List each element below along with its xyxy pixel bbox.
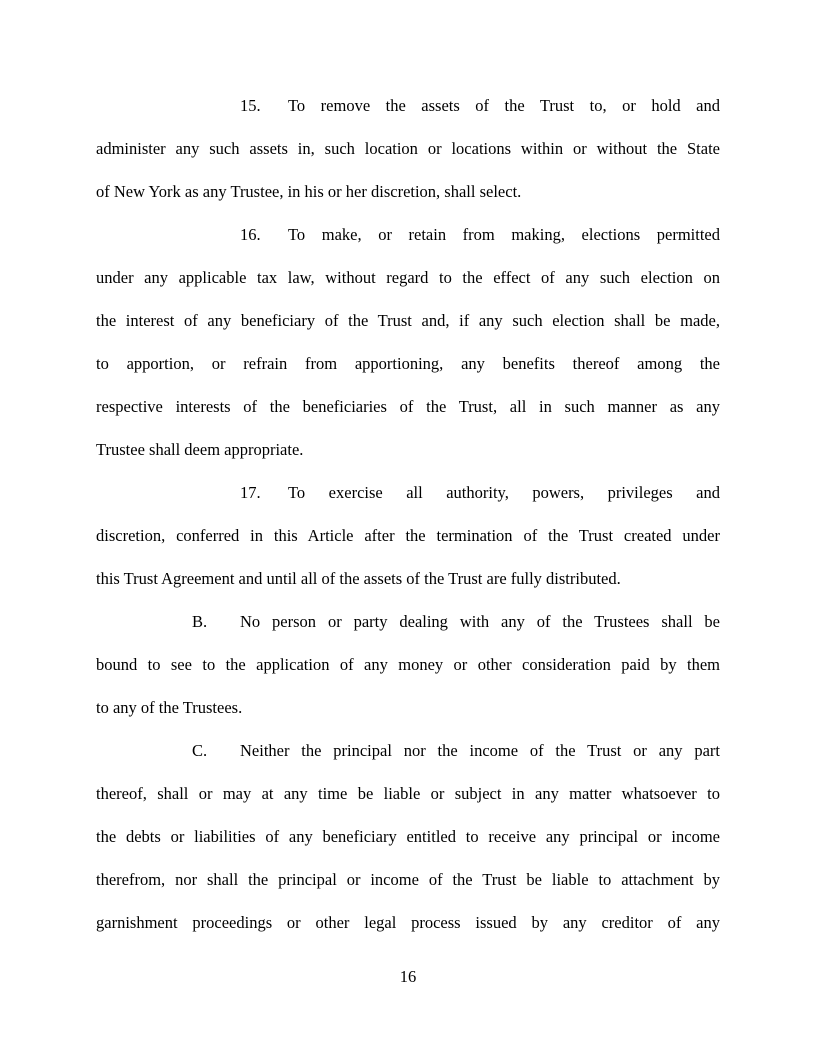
paragraph-15-number: 15.	[240, 96, 261, 115]
paragraph-17-number: 17.	[240, 483, 261, 502]
paragraph-b-line-1: B. No person or party dealing with any of the Trustees shall be	[192, 612, 720, 631]
paragraph-16-line-3: the interest of any beneficiary of the Trust and, if any such election shall be made,	[96, 311, 720, 330]
paragraph-15-line-2: administer any such assets in, such location or locations within or without the State	[96, 139, 720, 158]
paragraph-15-line-1: 15. To remove the assets of the Trust to, or hold and	[240, 96, 720, 115]
paragraph-17-line-3: this Trust Agreement and until all of the assets of the Trust are fully distributed.	[96, 569, 621, 588]
paragraph-c-letter: C.	[192, 741, 208, 760]
paragraph-c-line-1: C. Neither the principal nor the income of the Trust or any part	[192, 741, 720, 760]
document-page	[96, 0, 720, 1056]
paragraph-b-letter: B.	[192, 612, 208, 631]
paragraph-16-line-2: under any applicable tax law, without regard to the effect of any such election on	[96, 268, 720, 287]
paragraph-15-line-3: of New York as any Trustee, in his or her discretion, shall select.	[96, 182, 522, 201]
paragraph-16-number: 16.	[240, 225, 261, 244]
paragraph-16-line-4: to apportion, or refrain from apportioning, any benefits thereof among the	[96, 354, 720, 373]
paragraph-17-line-1: 17. To exercise all authority, powers, privileges and	[240, 483, 720, 502]
paragraph-17-line-2: discretion, conferred in this Article after the termination of the Trust created under	[96, 526, 720, 545]
paragraph-b-line-2: bound to see to the application of any money or other consideration paid by them	[96, 655, 720, 674]
paragraph-b-line-3: to any of the Trustees.	[96, 698, 243, 717]
paragraph-16-line-5: respective interests of the beneficiaries of the Trust, all in such manner as any	[96, 397, 720, 416]
paragraph-16-line-6: Trustee shall deem appropriate.	[96, 440, 304, 459]
paragraph-c-line-3: the debts or liabilities of any beneficiary entitled to receive any principal or income	[96, 827, 720, 846]
page-number: 16	[399, 967, 417, 986]
paragraph-16-line-1: 16. To make, or retain from making, elections permitted	[240, 225, 720, 244]
paragraph-c-line-2: thereof, shall or may at any time be liable or subject in any matter whatsoever to	[96, 784, 720, 803]
paragraph-c-line-4: therefrom, nor shall the principal or income of the Trust be liable to attachment by	[96, 870, 720, 889]
paragraph-c-line-5: garnishment proceedings or other legal process issued by any creditor of any	[96, 913, 720, 932]
